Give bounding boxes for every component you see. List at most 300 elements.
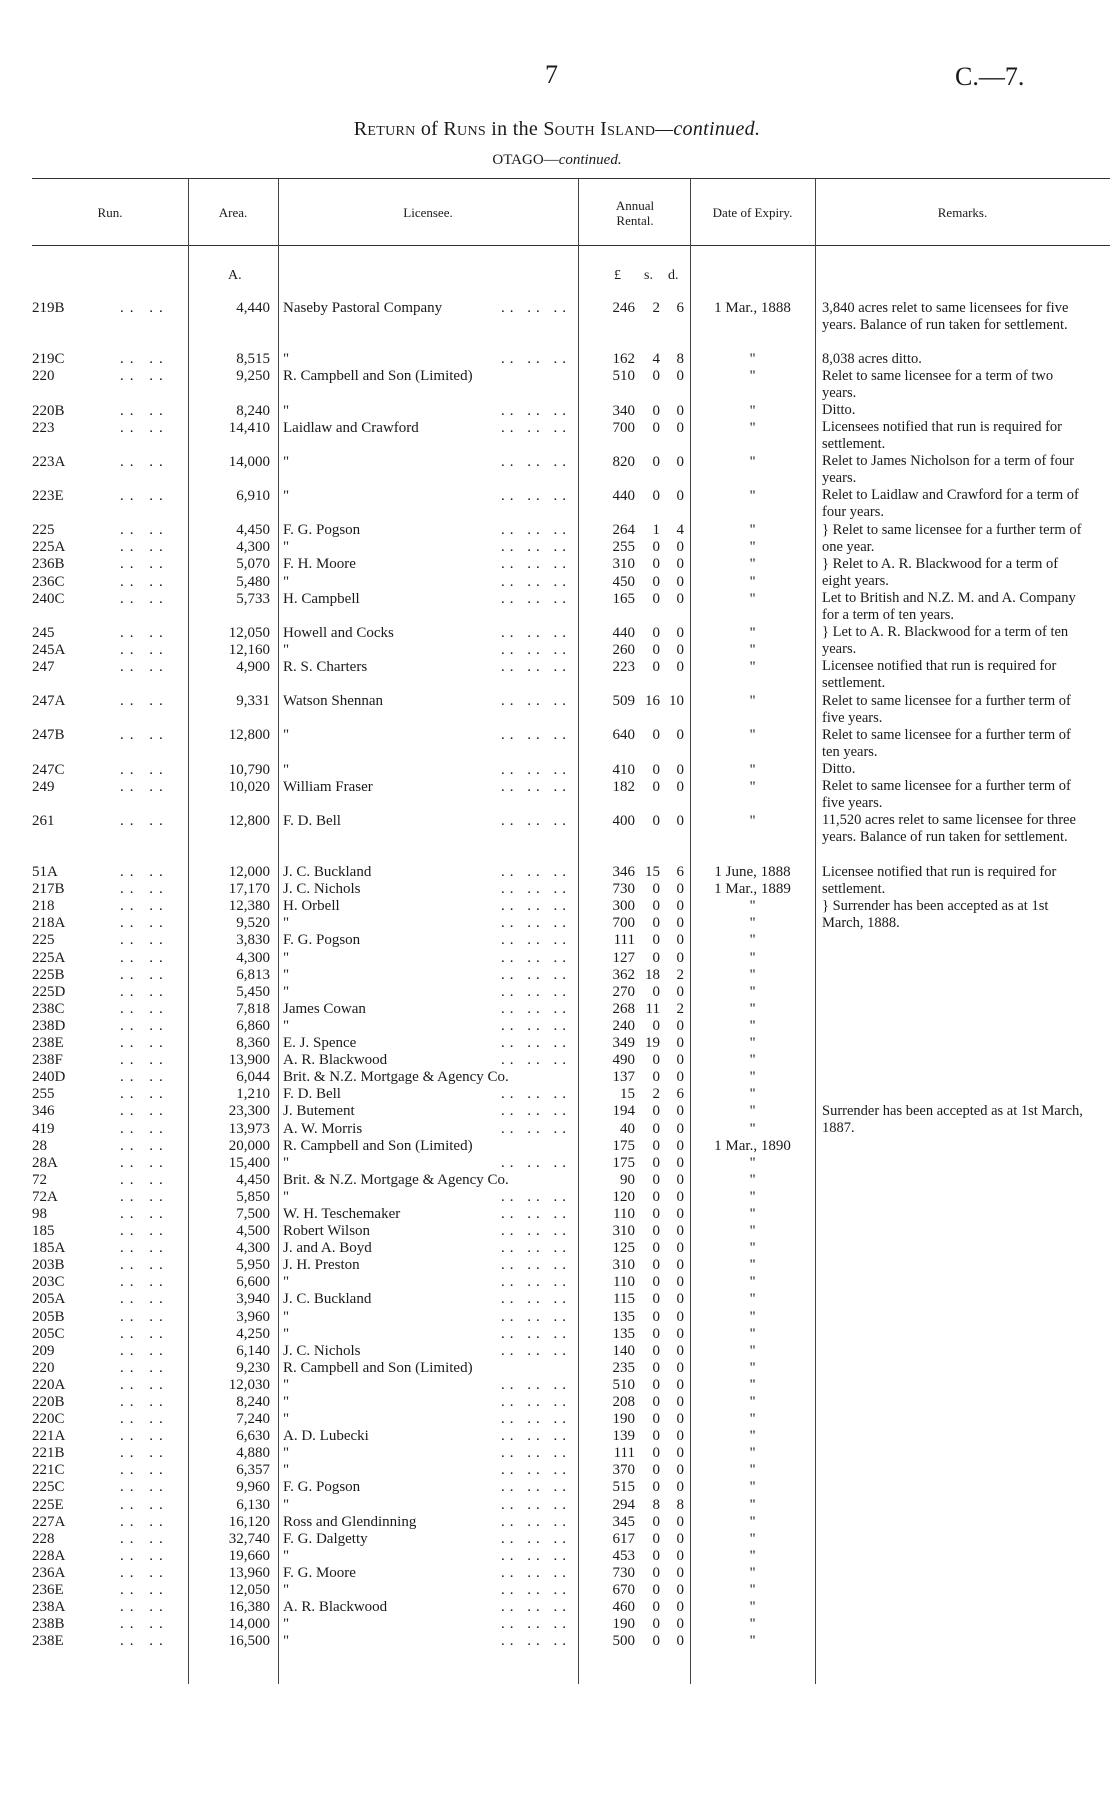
leader-dots: .. .. ..	[501, 1052, 571, 1069]
run-cell: 225B	[32, 966, 65, 983]
expiry-cell: "	[749, 1342, 756, 1359]
expiry-cell: "	[749, 368, 756, 385]
licensee-cell: A. R. Blackwood	[283, 1599, 388, 1616]
area-cell: 14,000	[228, 1616, 270, 1633]
area-cell: 9,960	[236, 1479, 270, 1496]
leader-dots: .. .. ..	[501, 488, 571, 505]
area-cell: 16,380	[228, 1599, 270, 1616]
expiry-cell: "	[749, 522, 756, 539]
area-cell: 4,440	[236, 300, 270, 316]
shillings-cell: 0	[652, 1359, 660, 1376]
pounds-cell: 510	[612, 368, 635, 385]
leader-dots: .. .. ..	[501, 402, 571, 419]
leader-dots: .. ..	[120, 1137, 169, 1154]
licensee-cell: E. J. Spence	[283, 1035, 357, 1052]
leader-dots: .. .. ..	[501, 1530, 571, 1547]
run-cell: 225A	[32, 949, 66, 966]
table-row	[0, 1514, 1114, 1531]
pence-cell: 0	[676, 453, 684, 470]
table-row	[0, 1343, 1114, 1360]
shillings-cell: 0	[652, 1069, 660, 1086]
licensee-cell: F. G. Moore	[283, 1564, 356, 1581]
area-cell: 19,660	[228, 1547, 270, 1564]
shillings-cell: 0	[652, 1308, 660, 1325]
table-row	[0, 932, 1114, 949]
expiry-cell: "	[749, 1205, 756, 1222]
shillings-cell: 0	[652, 812, 660, 829]
leader-dots: .. ..	[120, 727, 169, 744]
remark: } Relet to A. R. Blackwood for a term of eight years.	[822, 556, 1059, 589]
run-cell: 220B	[32, 402, 65, 419]
licensee-cell: "	[283, 1376, 290, 1393]
run-cell: 209	[32, 1342, 55, 1359]
leader-dots: .. .. ..	[501, 641, 571, 658]
remark: } Let to A. R. Blackwood for a term of ten years.	[822, 624, 1069, 657]
expiry-cell: "	[749, 1308, 756, 1325]
licensee-cell: F. H. Moore	[283, 556, 356, 573]
leader-dots: .. ..	[120, 1513, 169, 1530]
shillings-cell: 0	[652, 1120, 660, 1137]
pence-cell: 0	[676, 1035, 684, 1052]
area-cell: 13,973	[228, 1120, 270, 1137]
pence-cell: 0	[676, 727, 684, 744]
pence-cell: 0	[676, 1257, 684, 1274]
expiry-cell: "	[749, 915, 756, 932]
leader-dots: .. .. ..	[501, 1257, 571, 1274]
pounds-cell: 500	[612, 1633, 635, 1650]
area-cell: 12,050	[228, 1582, 270, 1599]
pence-cell: 0	[676, 1633, 684, 1650]
shillings-cell: 0	[652, 590, 660, 607]
expiry-cell: "	[749, 966, 756, 983]
leader-dots: .. ..	[120, 1582, 169, 1599]
pence-cell: 0	[676, 419, 684, 436]
licensee-cell: "	[283, 539, 290, 556]
pence-cell: 0	[676, 1240, 684, 1257]
pence-cell: 0	[676, 1103, 684, 1120]
run-cell: 238D	[32, 1017, 66, 1034]
header-bottom-rule	[32, 245, 1110, 246]
licensee-cell: H. Orbell	[283, 898, 340, 915]
shillings-cell: 0	[652, 1479, 660, 1496]
pounds-cell: 190	[612, 1411, 635, 1428]
pence-cell: 0	[676, 1445, 684, 1462]
area-cell: 6,140	[236, 1342, 270, 1359]
shillings-cell: 0	[652, 932, 660, 949]
area-cell: 12,050	[228, 624, 270, 641]
licensee-cell: F. D. Bell	[283, 1086, 341, 1103]
run-cell: 219C	[32, 351, 65, 368]
expiry-cell: "	[749, 1052, 756, 1069]
run-cell: 228A	[32, 1547, 66, 1564]
run-cell: 220	[32, 368, 55, 385]
run-cell: 98	[32, 1205, 47, 1222]
pounds-cell: 510	[612, 1376, 635, 1393]
run-cell: 28	[32, 1137, 47, 1154]
run-cell: 219B	[32, 300, 65, 316]
licensee-cell: Brit. & N.Z. Mortgage & Agency Co.	[283, 1069, 509, 1086]
pence-cell: 0	[676, 1428, 684, 1445]
expiry-cell: "	[749, 761, 756, 778]
leader-dots: .. ..	[120, 949, 169, 966]
expiry-cell: "	[749, 1171, 756, 1188]
leader-dots: .. .. ..	[501, 624, 571, 641]
shillings-cell: 0	[652, 1137, 660, 1154]
remark: 11,520 acres relet to same licensee for three years. Balance of run taken for settlement.	[822, 812, 1076, 845]
expiry-cell: "	[749, 556, 756, 573]
area-cell: 4,500	[236, 1223, 270, 1240]
area-cell: 4,450	[236, 522, 270, 539]
area-cell: 8,240	[236, 402, 270, 419]
title-part: South Island	[543, 118, 656, 140]
licensee-cell: "	[283, 1274, 290, 1291]
column-header-run: Run.	[97, 205, 123, 220]
document-reference: C.—7.	[955, 62, 1025, 91]
shillings-cell: 2	[652, 300, 660, 316]
area-cell: 5,480	[236, 573, 270, 590]
pence-cell: 0	[676, 1017, 684, 1034]
licensee-cell: Ross and Glendinning	[283, 1513, 417, 1530]
leader-dots: .. .. ..	[501, 1496, 571, 1513]
leader-dots: .. .. ..	[501, 1547, 571, 1564]
leader-dots: .. ..	[120, 761, 169, 778]
expiry-cell: "	[749, 488, 756, 505]
leader-dots: .. ..	[120, 556, 169, 573]
shillings-cell: 0	[652, 949, 660, 966]
area-cell: 6,630	[236, 1428, 270, 1445]
area-cell: 9,331	[236, 693, 270, 710]
shillings-cell: 0	[652, 402, 660, 419]
run-cell: 221A	[32, 1428, 66, 1445]
leader-dots: .. .. ..	[501, 693, 571, 710]
remark: Relet to Laidlaw and Crawford for a term of four years.	[822, 487, 1079, 520]
pence-cell: 0	[676, 368, 684, 385]
pence-cell: 0	[676, 932, 684, 949]
shillings-cell: 0	[652, 881, 660, 898]
shillings-cell: 0	[652, 539, 660, 556]
expiry-cell: "	[749, 1462, 756, 1479]
pence-cell: 0	[676, 1616, 684, 1633]
expiry-cell: "	[749, 624, 756, 641]
page-title	[0, 118, 1114, 141]
shillings-cell: 11	[645, 1000, 660, 1017]
expiry-cell: "	[749, 812, 756, 829]
shillings-cell: 0	[652, 419, 660, 436]
leader-dots: .. ..	[120, 1445, 169, 1462]
leader-dots: .. .. ..	[501, 1291, 571, 1308]
run-cell: 218A	[32, 915, 66, 932]
licensee-cell: "	[283, 1582, 290, 1599]
pence-cell: 0	[676, 556, 684, 573]
shillings-cell: 0	[652, 1633, 660, 1650]
shilling-unit: s.	[644, 268, 653, 283]
run-cell: 236C	[32, 573, 65, 590]
table-row	[0, 1599, 1114, 1616]
pence-cell: 0	[676, 1359, 684, 1376]
area-cell: 16,120	[228, 1513, 270, 1530]
table-row	[0, 1411, 1114, 1428]
shillings-cell: 0	[652, 658, 660, 675]
table-row	[0, 1497, 1114, 1514]
expiry-cell: "	[749, 1376, 756, 1393]
area-cell: 8,360	[236, 1035, 270, 1052]
table-row	[0, 1616, 1114, 1633]
licensee-cell: "	[283, 1547, 290, 1564]
leader-dots: .. ..	[120, 1291, 169, 1308]
pence-cell: 0	[676, 1411, 684, 1428]
column-header-rental: Annual Rental.	[615, 198, 655, 228]
licensee-cell: F. G. Pogson	[283, 1479, 361, 1496]
licensee-cell: "	[283, 1325, 290, 1342]
shillings-cell: 2	[652, 1086, 660, 1103]
pounds-cell: 640	[612, 727, 635, 744]
pounds-cell: 490	[612, 1052, 635, 1069]
expiry-cell: "	[749, 351, 756, 368]
shillings-cell: 0	[652, 1171, 660, 1188]
expiry-cell: "	[749, 1530, 756, 1547]
area-cell: 9,250	[236, 368, 270, 385]
run-cell: 346	[32, 1103, 55, 1120]
area-cell: 7,500	[236, 1205, 270, 1222]
leader-dots: .. ..	[120, 1342, 169, 1359]
run-cell: 419	[32, 1120, 55, 1137]
expiry-cell: "	[749, 1274, 756, 1291]
licensee-cell: J. C. Nichols	[283, 881, 361, 898]
area-cell: 5,070	[236, 556, 270, 573]
remark: 3,840 acres relet to same licensees for five years. Balance of run taken for settlement.	[822, 300, 1069, 333]
area-cell: 4,300	[236, 949, 270, 966]
leader-dots: .. ..	[120, 1223, 169, 1240]
licensee-cell: H. Campbell	[283, 590, 360, 607]
run-cell: 72A	[32, 1188, 58, 1205]
table-row	[0, 984, 1114, 1001]
leader-dots: .. .. ..	[501, 1633, 571, 1650]
leader-dots: .. .. ..	[501, 539, 571, 556]
leader-dots: .. .. ..	[501, 351, 571, 368]
licensee-cell: A. R. Blackwood	[283, 1052, 388, 1069]
leader-dots: .. ..	[120, 522, 169, 539]
table-row	[0, 1189, 1114, 1206]
area-cell: 4,250	[236, 1325, 270, 1342]
area-cell: 10,790	[228, 761, 270, 778]
expiry-cell: "	[749, 1547, 756, 1564]
leader-dots: .. .. ..	[501, 1240, 571, 1257]
leader-dots: .. ..	[120, 1308, 169, 1325]
title-part: of	[415, 118, 444, 140]
leader-dots: .. ..	[120, 1017, 169, 1034]
pence-cell: 0	[676, 1223, 684, 1240]
expiry-cell: "	[749, 1513, 756, 1530]
leader-dots: .. ..	[120, 1496, 169, 1513]
expiry-cell: "	[749, 1428, 756, 1445]
pounds-cell: 175	[612, 1137, 635, 1154]
pence-cell: 0	[676, 1462, 684, 1479]
expiry-cell: "	[749, 1325, 756, 1342]
leader-dots: .. ..	[120, 1376, 169, 1393]
licensee-cell: "	[283, 1308, 290, 1325]
area-cell: 6,044	[236, 1069, 270, 1086]
leader-dots: .. .. ..	[501, 1035, 571, 1052]
leader-dots: .. .. ..	[501, 1582, 571, 1599]
run-cell: 221C	[32, 1462, 65, 1479]
area-cell: 5,950	[236, 1257, 270, 1274]
table-row	[0, 1360, 1114, 1377]
table-row	[0, 1274, 1114, 1291]
pounds-cell: 165	[612, 590, 635, 607]
expiry-cell: "	[749, 419, 756, 436]
leader-dots: .. .. ..	[501, 1616, 571, 1633]
expiry-cell: "	[749, 1599, 756, 1616]
licensee-cell: F. D. Bell	[283, 812, 341, 829]
leader-dots: .. .. ..	[501, 1188, 571, 1205]
area-cell: 16,500	[228, 1633, 270, 1650]
licensee-cell: "	[283, 1445, 290, 1462]
leader-dots: .. .. ..	[501, 1599, 571, 1616]
leader-dots: .. ..	[120, 351, 169, 368]
leader-dots: .. .. ..	[501, 1017, 571, 1034]
pounds-cell: 340	[612, 402, 635, 419]
leader-dots: .. .. ..	[501, 522, 571, 539]
leader-dots: .. .. ..	[501, 1462, 571, 1479]
leader-dots: .. .. ..	[501, 1428, 571, 1445]
pence-cell: 0	[676, 1530, 684, 1547]
expiry-cell: "	[749, 641, 756, 658]
pence-cell: 0	[676, 812, 684, 829]
pence-cell: 0	[676, 658, 684, 675]
pence-cell: 0	[676, 983, 684, 1000]
pence-cell: 0	[676, 590, 684, 607]
area-cell: 6,600	[236, 1274, 270, 1291]
licensee-cell: "	[283, 351, 290, 368]
shillings-cell: 0	[652, 1205, 660, 1222]
leader-dots: .. .. ..	[501, 1445, 571, 1462]
leader-dots: .. .. ..	[501, 453, 571, 470]
leader-dots: .. .. ..	[501, 932, 571, 949]
area-cell: 4,900	[236, 658, 270, 675]
pence-cell: 0	[676, 949, 684, 966]
shillings-cell: 0	[652, 1342, 660, 1359]
licensee-cell: "	[283, 453, 290, 470]
leader-dots: .. ..	[120, 1547, 169, 1564]
table-row	[0, 1462, 1114, 1479]
leader-dots: .. ..	[120, 1205, 169, 1222]
leader-dots: .. .. ..	[501, 1274, 571, 1291]
leader-dots: .. ..	[120, 966, 169, 983]
expiry-cell: "	[749, 1188, 756, 1205]
licensee-cell: "	[283, 949, 290, 966]
table-row	[0, 1052, 1114, 1069]
table-row	[0, 1291, 1114, 1308]
area-cell: 4,300	[236, 1240, 270, 1257]
leader-dots: .. ..	[120, 1257, 169, 1274]
leader-dots: .. ..	[120, 898, 169, 915]
run-cell: 225C	[32, 1479, 65, 1496]
expiry-cell: 1 Mar., 1890	[714, 1137, 791, 1154]
run-cell: 247B	[32, 727, 65, 744]
pound-unit: £	[614, 268, 621, 283]
shillings-cell: 16	[645, 693, 660, 710]
pence-cell: 0	[676, 402, 684, 419]
run-cell: 245	[32, 624, 55, 641]
pounds-cell: 617	[612, 1530, 635, 1547]
leader-dots: .. ..	[120, 573, 169, 590]
run-cell: 225	[32, 932, 55, 949]
pounds-cell: 440	[612, 488, 635, 505]
run-cell: 236E	[32, 1582, 64, 1599]
area-cell: 14,410	[228, 419, 270, 436]
pence-cell: 0	[676, 488, 684, 505]
table-row	[0, 1309, 1114, 1326]
licensee-cell: J. and A. Boyd	[283, 1240, 372, 1257]
pounds-cell: 111	[613, 932, 635, 949]
page-number: 7	[545, 60, 558, 89]
run-cell: 238E	[32, 1633, 64, 1650]
area-cell: 12,030	[228, 1376, 270, 1393]
pounds-cell: 137	[612, 1069, 635, 1086]
leader-dots: .. ..	[120, 1052, 169, 1069]
licensee-cell: "	[283, 1411, 290, 1428]
leader-dots: .. ..	[120, 812, 169, 829]
leader-dots: .. .. ..	[501, 1513, 571, 1530]
expiry-cell: "	[749, 778, 756, 795]
expiry-cell: "	[749, 1359, 756, 1376]
pence-cell: 0	[676, 1308, 684, 1325]
licensee-cell: J. C. Buckland	[283, 1291, 372, 1308]
table-row	[0, 1206, 1114, 1223]
licensee-cell: James Cowan	[283, 1000, 366, 1017]
leader-dots: .. .. ..	[501, 1479, 571, 1496]
licensee-cell: Robert Wilson	[283, 1223, 371, 1240]
pounds-cell: 240	[612, 1017, 635, 1034]
leader-dots: .. ..	[120, 590, 169, 607]
pence-cell: 0	[676, 1205, 684, 1222]
leader-dots: .. ..	[120, 453, 169, 470]
leader-dots: .. .. ..	[501, 1308, 571, 1325]
area-cell: 9,230	[236, 1359, 270, 1376]
table-row	[0, 1223, 1114, 1240]
pence-cell: 0	[676, 1325, 684, 1342]
table-row	[0, 967, 1114, 984]
licensee-cell: F. G. Dalgetty	[283, 1530, 368, 1547]
pence-cell: 4	[676, 522, 684, 539]
licensee-cell: J. Butement	[283, 1103, 355, 1120]
pence-cell: 10	[669, 693, 684, 710]
title-part: Return	[353, 118, 416, 140]
area-cell: 3,960	[236, 1308, 270, 1325]
run-cell: 185	[32, 1223, 55, 1240]
licensee-cell: "	[283, 915, 290, 932]
pounds-cell: 440	[612, 624, 635, 641]
leader-dots: .. .. ..	[501, 864, 571, 881]
expiry-cell: "	[749, 453, 756, 470]
pounds-cell: 730	[612, 881, 635, 898]
pounds-cell: 111	[613, 1445, 635, 1462]
pence-unit: d.	[668, 268, 679, 283]
shillings-cell: 0	[652, 1462, 660, 1479]
area-cell: 10,020	[228, 778, 270, 795]
area-cell: 6,357	[236, 1462, 270, 1479]
run-cell: 218	[32, 898, 55, 915]
leader-dots: .. .. ..	[501, 949, 571, 966]
expiry-cell: "	[749, 1240, 756, 1257]
remark: Ditto.	[822, 402, 856, 418]
pence-cell: 0	[676, 778, 684, 795]
area-cell: 13,900	[228, 1052, 270, 1069]
leader-dots: .. ..	[120, 1188, 169, 1205]
leader-dots: .. ..	[120, 1086, 169, 1103]
table-row	[0, 1240, 1114, 1257]
run-cell: 240D	[32, 1069, 66, 1086]
